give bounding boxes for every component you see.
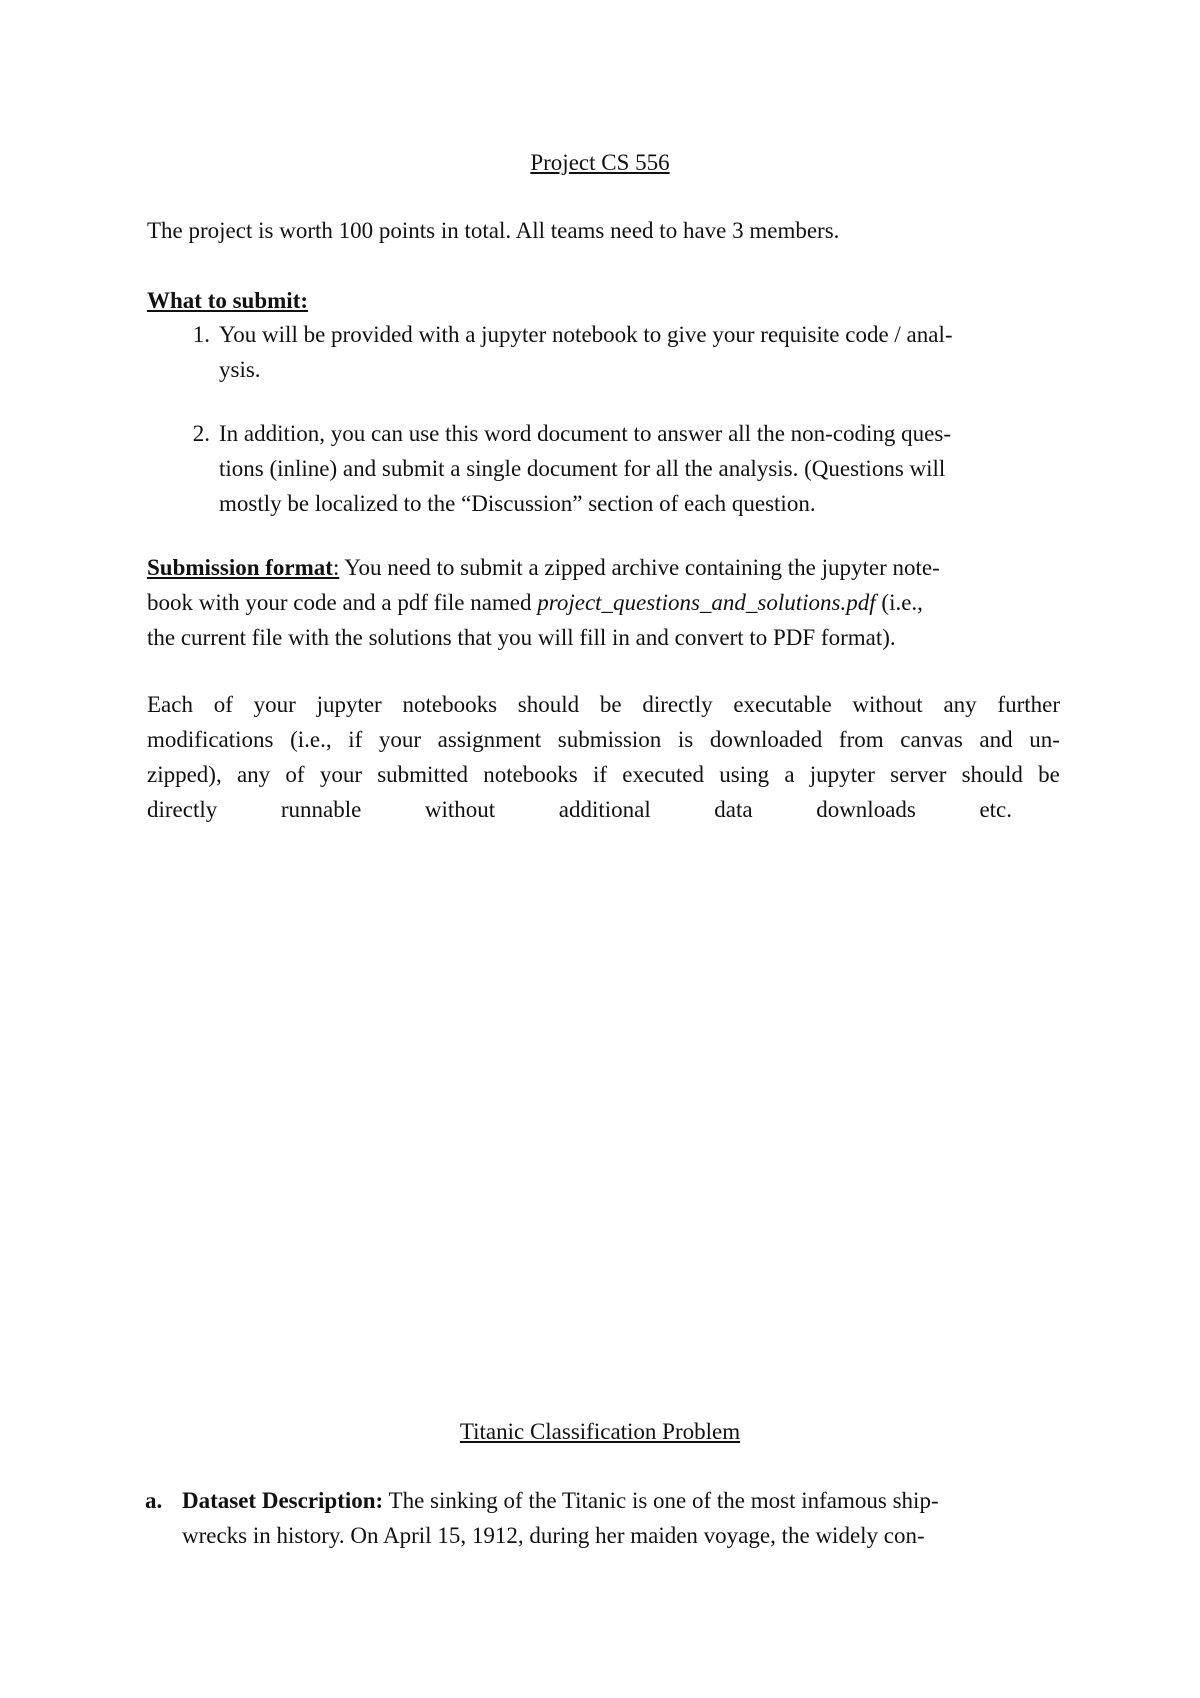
paragraph-line: wrecks in history. On April 15, 1912, during her maiden voyage, the widely con- xyxy=(182,1523,925,1548)
word: of xyxy=(285,762,305,787)
word: if xyxy=(592,762,608,787)
word: your xyxy=(378,727,422,752)
word: canvas xyxy=(900,727,963,752)
paragraph-line xyxy=(147,793,1012,827)
word: without xyxy=(424,797,496,822)
word: jupyter xyxy=(809,762,875,787)
paragraph-line xyxy=(147,758,1060,792)
page-title: Project CS 556 xyxy=(530,150,670,175)
word: using xyxy=(719,762,770,787)
word: runnable xyxy=(280,797,362,822)
word: assignment xyxy=(437,727,542,752)
list-marker: 1. xyxy=(192,322,210,347)
word: downloads xyxy=(816,797,916,822)
word: (i.e., xyxy=(290,727,332,752)
word: any xyxy=(236,762,271,787)
submission-format-label: Submission format xyxy=(147,555,333,580)
word: of xyxy=(213,692,233,717)
list-marker: a. xyxy=(145,1488,163,1513)
word: un- xyxy=(1029,727,1060,752)
word: any xyxy=(943,692,977,717)
list-item-line: You will be provided with a jupyter notebook to give your requisite code / anal- xyxy=(219,322,953,347)
dataset-label: Dataset Description: xyxy=(182,1488,384,1513)
word: is xyxy=(677,727,694,752)
word: be xyxy=(599,692,622,717)
word: directly xyxy=(147,797,218,822)
word: modifications xyxy=(147,727,274,752)
word: zipped), xyxy=(147,762,222,787)
paragraph-line: book with your code and a pdf file named project_questions_and_solutions.pdf (i.e., xyxy=(147,590,923,615)
word: your xyxy=(253,692,296,717)
word: directly xyxy=(642,692,713,717)
word: be xyxy=(1038,762,1060,787)
word: submitted xyxy=(377,762,468,787)
word: etc. xyxy=(979,797,1012,822)
list-marker: 2. xyxy=(192,421,210,446)
word: jupyter xyxy=(316,692,382,717)
list-item-line: tions (inline) and submit a single document for all the analysis. (Questions will xyxy=(219,456,946,481)
word: from xyxy=(838,727,884,752)
word: executable xyxy=(733,692,832,717)
filename: project_questions_and_solutions.pdf xyxy=(537,590,876,615)
word: your xyxy=(319,762,362,787)
word: data xyxy=(714,797,753,822)
word: submission xyxy=(557,727,662,752)
intro-text: The project is worth 100 points in total. All teams need to have 3 members. xyxy=(147,218,840,243)
paragraph-line xyxy=(147,688,1060,722)
word: additional xyxy=(558,797,651,822)
paragraph-line xyxy=(147,723,1060,757)
word: a xyxy=(784,762,795,787)
list-item-line: mostly be localized to the “Discussion” section of each question. xyxy=(219,491,816,516)
paragraph-line: the current file with the solutions that you will fill in and convert to PDF format). xyxy=(147,625,896,650)
word: without xyxy=(852,692,923,717)
submit-heading: What to submit: xyxy=(147,288,309,313)
list-item-line: In addition, you can use this word document to answer all the non-coding ques- xyxy=(219,421,952,446)
word: Each xyxy=(147,692,193,717)
word: should xyxy=(961,762,1023,787)
word: notebooks xyxy=(483,762,578,787)
word: executed xyxy=(622,762,705,787)
paragraph-line: Dataset Description: The sinking of the Titanic is one of the most infamous ship- xyxy=(182,1488,939,1513)
word: if xyxy=(348,727,363,752)
word: further xyxy=(997,692,1060,717)
word: server xyxy=(890,762,947,787)
word: downloaded xyxy=(709,727,823,752)
word: and xyxy=(979,727,1013,752)
paragraph-line: Submission format: You need to submit a zipped archive containing the jupyter note- xyxy=(147,555,940,580)
section-title: Titanic Classification Problem xyxy=(459,1419,741,1444)
list-item-line: ysis. xyxy=(219,357,261,382)
word: notebooks xyxy=(402,692,498,717)
word: should xyxy=(517,692,580,717)
